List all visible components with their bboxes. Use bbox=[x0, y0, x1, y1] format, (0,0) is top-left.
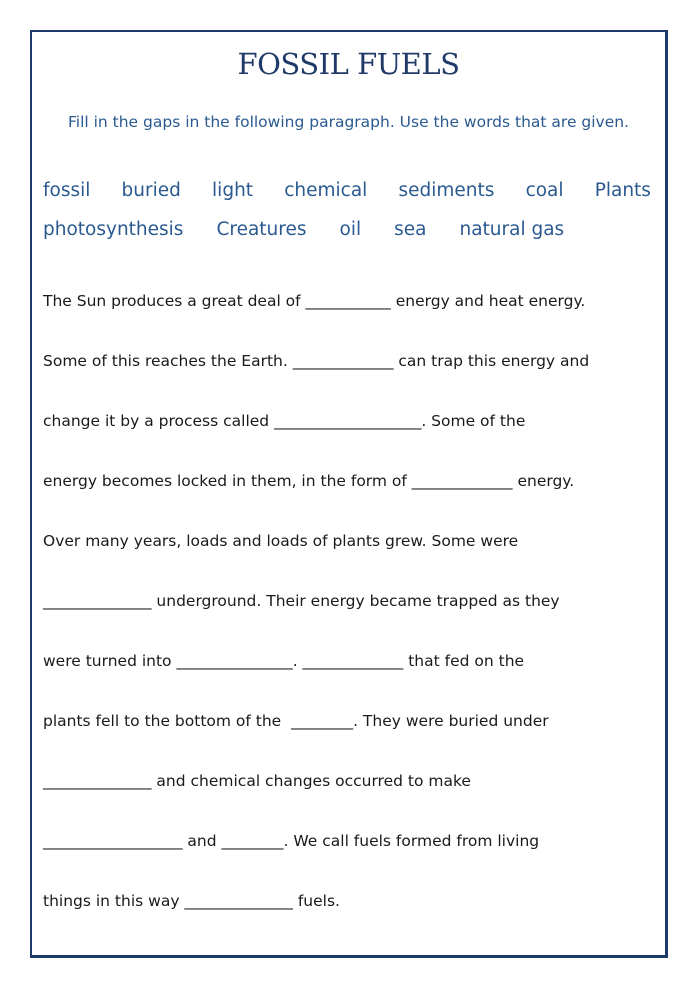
word-bank-word: natural gas bbox=[459, 219, 565, 240]
paragraph-line: plants fell to the bottom of the ________. They were buried under bbox=[43, 712, 549, 730]
paragraph-line: were turned into _______________. _____________ that fed on the bbox=[43, 652, 525, 670]
word-bank-row-1 bbox=[43, 180, 651, 201]
word-bank-word: oil bbox=[339, 219, 362, 240]
word-bank-word: sea bbox=[394, 219, 427, 240]
word-bank-word: Creatures bbox=[216, 219, 307, 240]
word-bank-word: buried bbox=[121, 180, 181, 201]
word-bank-word: chemical bbox=[284, 180, 368, 201]
worksheet bbox=[30, 30, 668, 958]
word-bank-word: coal bbox=[525, 180, 564, 201]
word-bank-word: Plants bbox=[594, 180, 651, 201]
word-bank-word: fossil bbox=[43, 180, 91, 201]
paragraph-line: The Sun produces a great deal of ___________ energy and heat energy. bbox=[43, 292, 586, 310]
paragraph-line: change it by a process called ___________________. Some of the bbox=[43, 412, 526, 430]
word-bank-word: photosynthesis bbox=[43, 219, 184, 240]
word-bank-row-2 bbox=[43, 219, 651, 240]
paragraph-line: Some of this reaches the Earth. _____________ can trap this energy and bbox=[43, 352, 590, 370]
word-bank-word: sediments bbox=[398, 180, 495, 201]
paragraph-line: Over many years, loads and loads of plants grew. Some were bbox=[43, 532, 519, 550]
paragraph-line: ______________ and chemical changes occurred to make bbox=[43, 772, 471, 790]
paragraph-line: ______________ underground. Their energy became trapped as they bbox=[43, 592, 560, 610]
page-title: FOSSIL FUELS bbox=[237, 47, 460, 81]
word-bank-word: light bbox=[212, 180, 254, 201]
instructions: Fill in the gaps in the following paragraph. Use the words that are given. bbox=[67, 113, 630, 131]
paragraph-line: __________________ and ________. We call fuels formed from living bbox=[43, 832, 540, 850]
paragraph-line: things in this way ______________ fuels. bbox=[43, 892, 340, 910]
paragraph-line: energy becomes locked in them, in the form of _____________ energy. bbox=[43, 472, 575, 490]
